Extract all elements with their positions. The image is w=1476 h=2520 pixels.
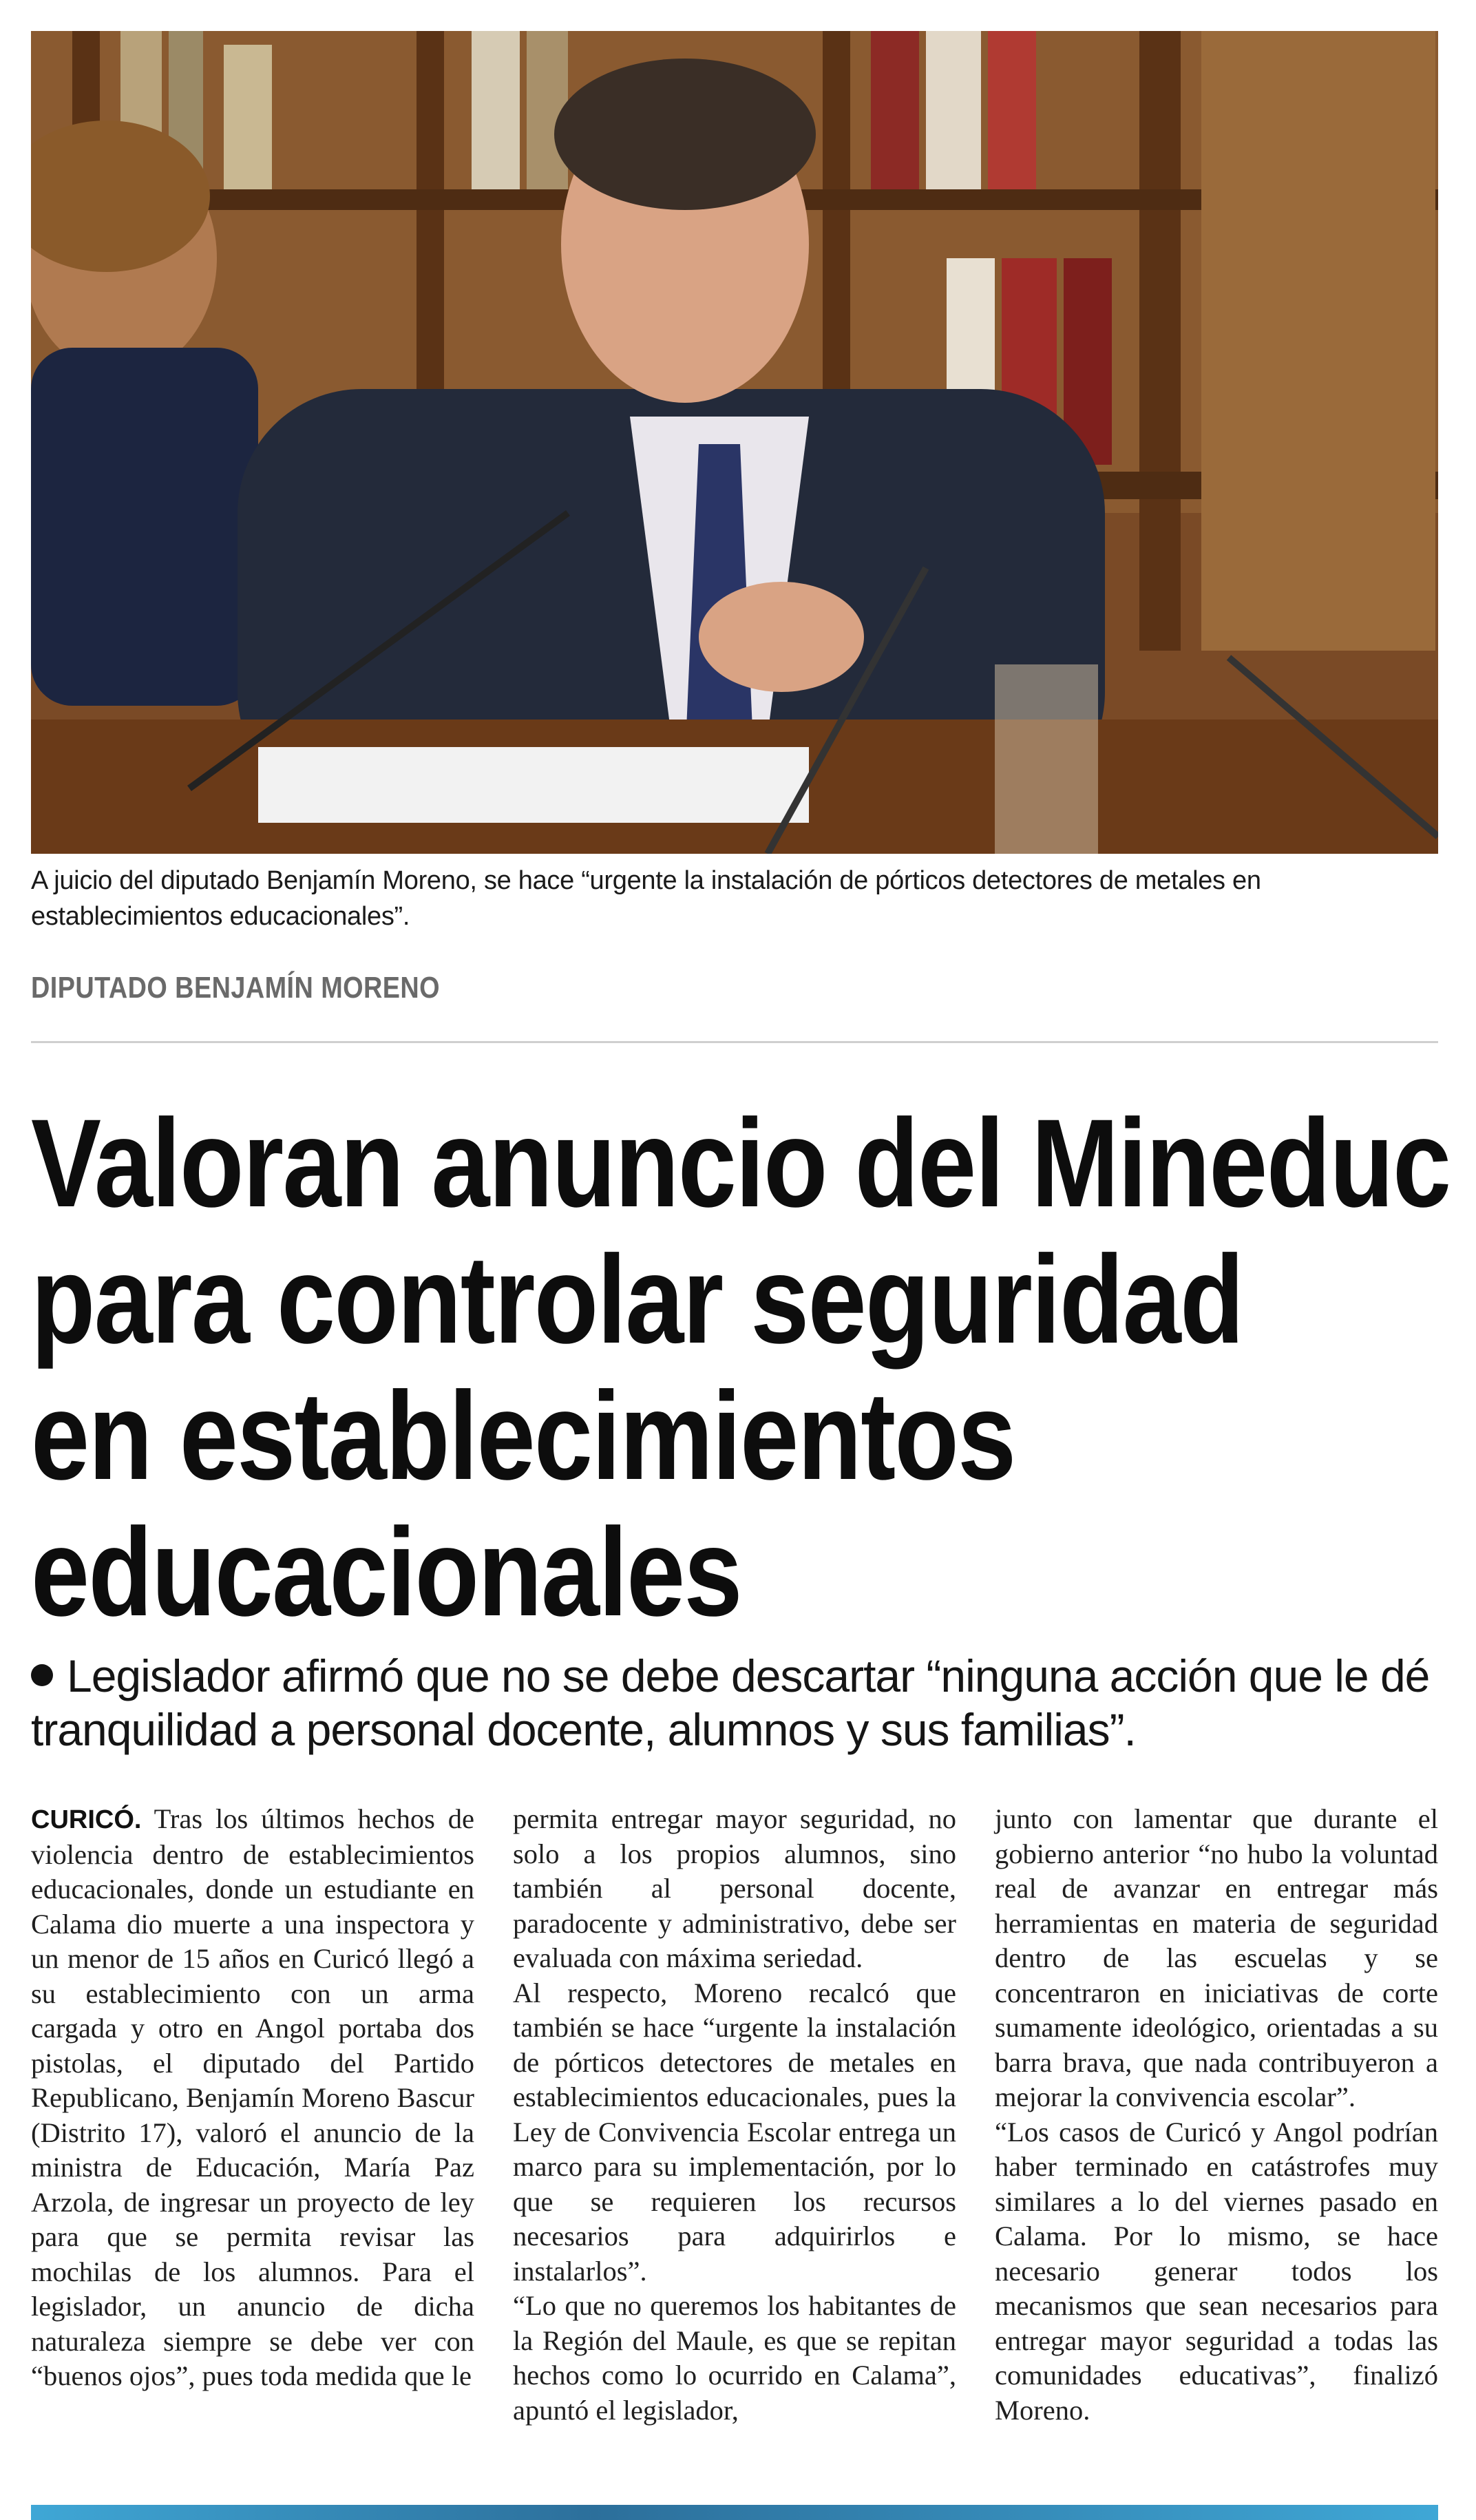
- headline-line: Valoran anuncio del Mineduc: [31, 1093, 1451, 1233]
- photo-caption: A juicio del diputado Benjamín Moreno, se hace “urgente la instalación de pórticos detectores de metales en establecimientos educacionales”.: [31, 866, 1261, 931]
- footer-accent-bar: [31, 2505, 1438, 2520]
- photo-icon: [31, 31, 1438, 854]
- article-body: [31, 1802, 1438, 2477]
- photo-credit: DIPUTADO BENJAMÍN MORENO: [31, 971, 441, 1005]
- article-column-1: [31, 1802, 474, 2477]
- headline-line: educacionales: [31, 1502, 741, 1642]
- bullet-icon: [31, 1664, 53, 1686]
- article-paragraph: junto con lamentar que durante el gobierno anterior “no hubo la voluntad real de avanzar en entregar más herramientas en materia de seguridad dentro de las escuelas y se concentraron en iniciativas de corte sumamente ideológico, orientadas a su barra brava, que nada contribuyeron a mejorar la convivencia escolar”.: [995, 1803, 1438, 2112]
- dateline: CURICÓ.: [31, 1805, 142, 1834]
- article-paragraph: “Los casos de Curicó y Angol podrían haber terminado en catástrofes muy similares a lo del viernes pasado en Calama. Por lo mismo, se hace necesario generar todos los mecanismos que sean necesarios para entregar mayor seguridad a todas las comunidades educativas”, finalizó Moreno.: [995, 2116, 1438, 2426]
- divider: [31, 1041, 1438, 1043]
- subheadline: [31, 1649, 1438, 1756]
- article-paragraph: “Lo que no queremos los habitantes de la Región del Maule, es que se repitan hechos como lo ocurrido en Calama”, apuntó el legislador,: [513, 2290, 956, 2426]
- headline: [31, 1093, 1451, 1642]
- article-paragraph: permita entregar mayor seguridad, no solo a los propios alumnos, sino también al personal docente, paradocente y administrativo, debe ser evaluada con máxima seriedad.: [513, 1803, 956, 1973]
- article-paragraph: [31, 1802, 474, 2394]
- subheadline-text: Legislador afirmó que no se debe descartar “ninguna acción que le dé tranquilidad a personal docente, alumnos y sus familias”.: [31, 1650, 1430, 1755]
- headline-line: en establecimientos: [31, 1365, 1015, 1506]
- article-column-3: [995, 1802, 1438, 2477]
- paragraph-text: Tras los últimos hechos de violencia dentro de establecimientos educacionales, donde un estudiante en Calama dio muerte a una inspectora y un menor de 15 años en Curicó llegó a su establecimiento con un arma cargada y otro en Angol portaba dos pistolas, el diputado del Partido Republicano, Benjamín Moreno Bascur (Distrito 17), valoró el anuncio de la ministra de Educación, María Paz Arzola, de ingresar un proyecto de ley para que se permita revisar las mochilas de los alumnos. Para el legislador, un anuncio de dicha naturaleza siempre se debe ver con “buenos ojos”, pues toda medida que le: [31, 1803, 474, 2391]
- article-paragraph: Al respecto, Moreno recalcó que también se hace “urgente la instalación de pórticos detectores de metales en establecimientos educacionales, pues la Ley de Convivencia Escolar entrega un marco para su implementación, por lo que se requieren los recursos necesarios para adquirirlos e instalarlos”.: [513, 1977, 956, 2287]
- article-photo: [31, 31, 1438, 854]
- headline-line: para controlar seguridad: [31, 1229, 1243, 1369]
- article-column-2: [513, 1802, 956, 2477]
